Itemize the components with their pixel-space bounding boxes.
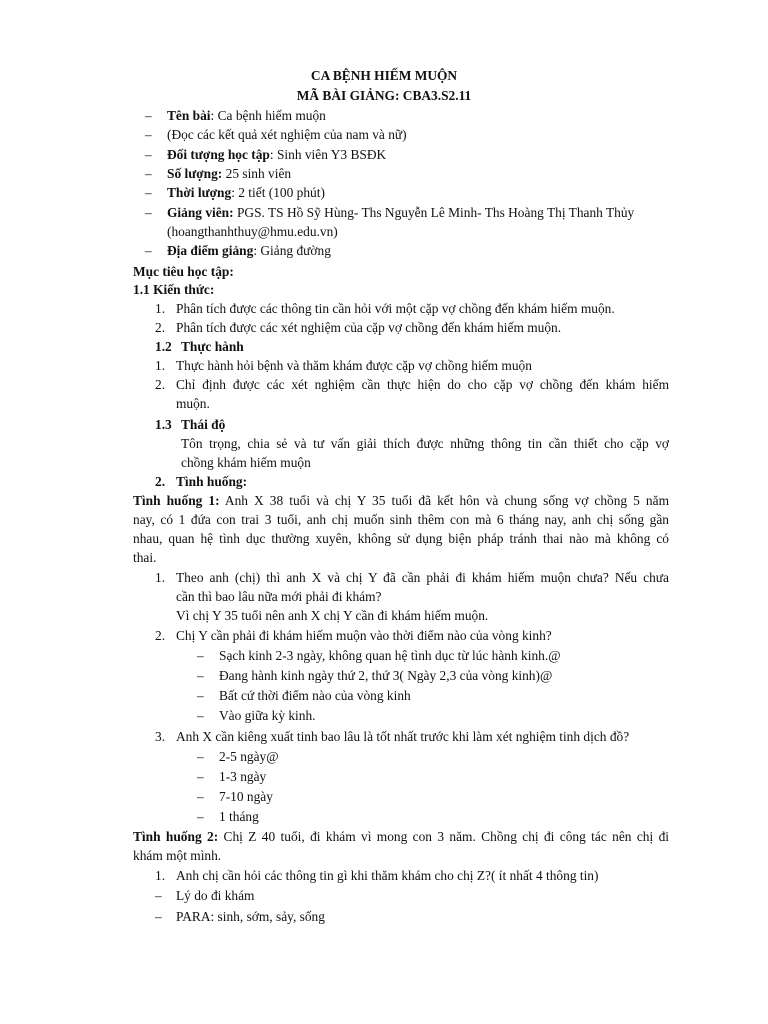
list-dash: –	[197, 708, 204, 723]
list-dash: –	[197, 648, 204, 663]
answer-item: PARA: sinh, sớm, sảy, sống	[176, 909, 325, 924]
list-dash: –	[145, 147, 152, 162]
answer-option: Sạch kinh 2-3 ngày, không quan hệ tình dục từ lúc hành kinh.@	[219, 648, 561, 663]
question-num: 3.	[155, 729, 166, 744]
case1-text: thai.	[133, 550, 157, 565]
list-dash: –	[197, 789, 204, 804]
header-item-duration: Thời lượng: 2 tiết (100 phút)	[167, 185, 325, 200]
practice-item: Thực hành hỏi bệnh và thăm khám được cặp vợ chồng hiếm muộn	[176, 358, 532, 373]
objectives-heading: Mục tiêu học tập:	[133, 264, 234, 279]
list-dash: –	[145, 166, 152, 181]
list-dash: –	[197, 668, 204, 683]
list-dash: –	[197, 688, 204, 703]
answer-option: Đang hành kinh ngày thứ 2, thứ 3( Ngày 2,3 của vòng kinh)@	[219, 668, 553, 683]
header-item-location: Địa điểm giảng: Giảng đường	[167, 243, 331, 258]
header-item-subtitle: (Đọc các kết quả xét nghiệm của nam và nữ)	[167, 127, 407, 142]
answer-item: Lý do đi khám	[176, 888, 255, 903]
list-dash: –	[145, 185, 152, 200]
answer-option: 7-10 ngày	[219, 789, 273, 804]
case2-text: khám một mình.	[133, 848, 222, 863]
practice-heading: Thực hành	[181, 339, 244, 354]
knowledge-item-num: 1.	[155, 301, 166, 316]
question-text: Chị Y cần phải đi khám hiếm muộn vào thời điểm nào của vòng kinh?	[176, 628, 552, 643]
attitude-text-cont: chồng khám hiếm muộn	[181, 455, 311, 470]
question-answer: Vì chị Y 35 tuổi nên anh X chị Y cần đi khám hiếm muộn.	[176, 608, 489, 623]
question-num: 1.	[155, 868, 166, 883]
answer-option: Vào giữa kỳ kinh.	[219, 708, 316, 723]
attitude-heading: Thái độ	[181, 417, 226, 432]
question-text-cont: cần thì bao lâu nữa mới phải đi khám?	[176, 589, 382, 604]
question-text: Theo anh (chị) thì anh X và chị Y đã cần phải đi khám hiếm muộn chưa? Nếu chưa	[176, 570, 669, 585]
answer-option: 2-5 ngày@	[219, 749, 279, 764]
header-item-lesson: Tên bài: Ca bệnh hiếm muộn	[167, 108, 326, 123]
question-text: Anh chị cần hỏi các thông tin gì khi thăm khám cho chị Z?( ít nhất 4 thông tin)	[176, 868, 599, 883]
knowledge-heading: 1.1 Kiến thức:	[133, 282, 215, 297]
attitude-num: 1.3	[155, 417, 172, 432]
question-text: Anh X cần kiêng xuất tinh bao lâu là tốt nhất trước khi làm xét nghiệm tinh dịch đồ?	[176, 729, 630, 744]
practice-item-num: 1.	[155, 358, 166, 373]
list-dash: –	[145, 243, 152, 258]
case1-text: nhau, quan hệ tình dục thường xuyên, không sử dụng biện pháp tránh thai nào mà không có	[133, 531, 669, 546]
answer-option: Bất cứ thời điểm nào của vòng kinh	[219, 688, 411, 703]
question-num: 2.	[155, 628, 166, 643]
attitude-text: Tôn trọng, chia sẻ và tư vấn giải thích được những thông tin cần thiết cho cặp vợ	[181, 436, 669, 451]
header-item-lecturers: Giảng viên: PGS. TS Hồ Sỹ Hùng- Ths Nguyễn Lê Minh- Ths Hoàng Thị Thanh Thủy	[167, 205, 635, 220]
knowledge-item: Phân tích được các thông tin cần hỏi với một cặp vợ chồng đến khám hiếm muộn.	[176, 301, 615, 316]
list-dash: –	[197, 769, 204, 784]
list-dash: –	[197, 809, 204, 824]
practice-item-cont: muộn.	[176, 396, 210, 411]
header-item-count: Số lượng: 25 sinh viên	[167, 166, 292, 181]
list-dash: –	[145, 108, 152, 123]
question-num: 1.	[155, 570, 166, 585]
list-dash: –	[197, 749, 204, 764]
case1-intro: Tình huống 1: Anh X 38 tuổi và chị Y 35 tuổi đã kết hôn và chung sống vợ chồng 5 năm	[133, 493, 669, 508]
header-item-audience: Đối tượng học tập: Sinh viên Y3 BSĐK	[167, 147, 387, 162]
list-dash: –	[155, 909, 162, 924]
knowledge-item-num: 2.	[155, 320, 166, 335]
list-dash: –	[145, 205, 152, 220]
knowledge-item: Phân tích được các xét nghiệm của cặp vợ chồng đến khám hiếm muộn.	[176, 320, 562, 335]
answer-option: 1-3 ngày	[219, 769, 267, 784]
list-dash: –	[155, 888, 162, 903]
case2-intro: Tình huống 2: Chị Z 40 tuổi, đi khám vì mong con 3 năm. Chồng chị đi công tác nên chị đi	[133, 829, 669, 844]
situations-num: 2.	[155, 474, 166, 489]
practice-item: Chỉ định được các xét nghiệm cần thực hiện do cho cặp vợ chồng đến khám hiếm	[176, 377, 669, 392]
list-dash: –	[145, 127, 152, 142]
case1-text: nay, có 1 đứa con trai 3 tuổi, anh chị muốn sinh thêm con mà 6 tháng nay, anh chị sống gần	[133, 512, 669, 527]
situations-heading: Tình huống:	[176, 474, 248, 489]
document-title: CA BỆNH HIẾM MUỘN	[310, 68, 458, 83]
practice-num: 1.2	[155, 339, 172, 354]
lecture-code: MÃ BÀI GIẢNG: CBA3.S2.11	[296, 88, 472, 103]
lecturer-email: (hoangthanhthuy@hmu.edu.vn)	[167, 224, 338, 239]
answer-option: 1 tháng	[219, 809, 259, 824]
practice-item-num: 2.	[155, 377, 166, 392]
